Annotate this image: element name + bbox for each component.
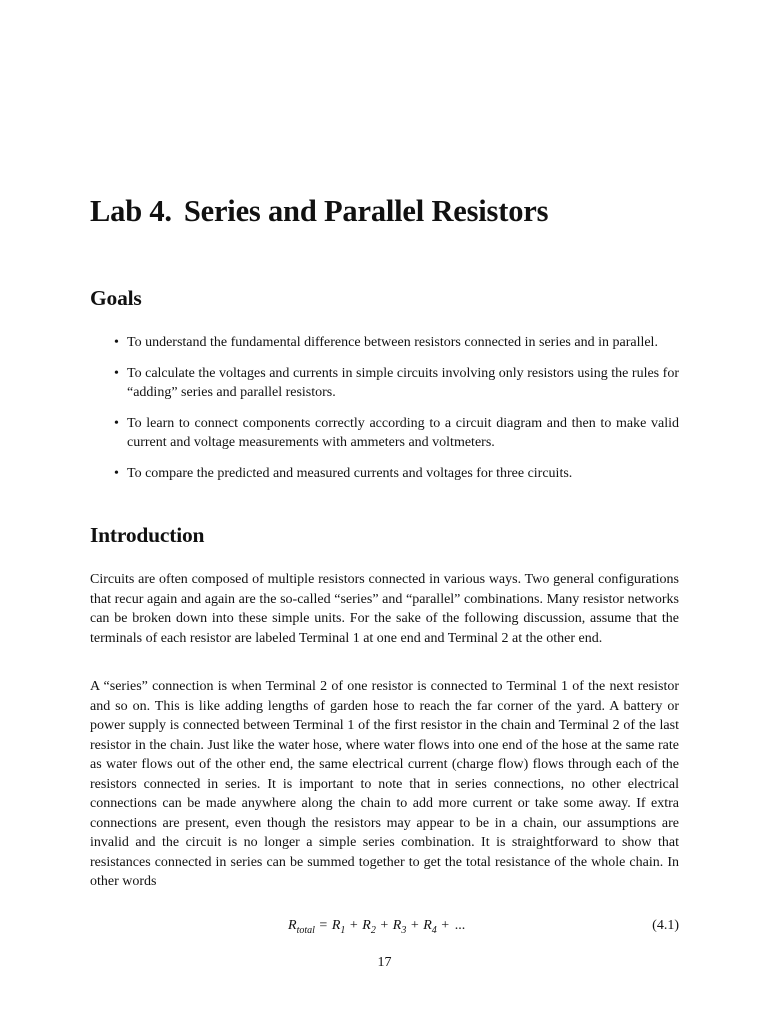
bullet-icon: • — [114, 465, 119, 481]
chapter-title — [90, 194, 548, 229]
equation-expression: $R_{total} = R_1 + R_2 + R_3 + R_4$ + ... — [288, 918, 466, 936]
bullet-icon: • — [114, 415, 119, 431]
goal-item — [90, 464, 679, 484]
goals-heading: Goals — [90, 286, 142, 310]
intro-paragraph-1: Circuits are often composed of multiple resistors connected in various ways. Two general configurations that recur again and again are the so-called “series” and “parallel” combinations. Many resistor networks can be broken down into these simple units. For the sake of the following discussion, assume that the terminals of each resistor are labeled Terminal 1 at one end and Terminal 2 at the other end. — [90, 572, 679, 646]
document-page — [90, 0, 679, 1024]
goal-item — [90, 364, 679, 403]
goal-text: To compare the predicted and measured currents and voltages for three circuits. — [127, 465, 573, 481]
page-number: 17 — [377, 955, 392, 970]
introduction-heading: Introduction — [90, 523, 205, 547]
bullet-icon: • — [114, 335, 119, 350]
chapter-name: Series and Parallel Resistors — [183, 194, 549, 228]
goal-item — [90, 414, 679, 453]
goal-text: To understand the fundamental difference between resistors connected in series and in parallel. — [127, 335, 658, 350]
chapter-number: Lab 4. — [90, 194, 172, 228]
goals-list — [90, 333, 679, 494]
intro-paragraph-2: A “series” connection is when Terminal 2 of one resistor is connected to Terminal 1 of the next resistor and so on. This is like adding lengths of garden hose to reach the far corner of the yard. A battery or power supply is connected between Terminal 1 of the first resistor in the chain and Terminal 2 of the last resistor in the chain. Just like the water hose, where water flows into one end of the hose at the same rate as water flows out of the other end, the same electrical current (charge flow) flows through each of the resistors connected in series. It is important to note that in series connections, no other electrical connections can be made anywhere along the chain to add more current or take some away. If extra connections are present, even though the resistors may appear to be in a chain, our assumptions are invalid and the circuit is no longer a simple series combination. It is straightforward to show that resistances connected in series can be summed together to get the total resistance of the whole chain. In other words — [90, 679, 679, 889]
bullet-icon: • — [114, 365, 119, 381]
goal-item — [90, 333, 679, 353]
goal-text: To learn to connect components correctly according to a circuit diagram and then to make valid current and voltage measurements with ammeters and voltmeters. — [127, 415, 679, 450]
goal-text: To calculate the voltages and currents in simple circuits involving only resistors using the rules for “adding” series and parallel resistors. — [127, 365, 679, 400]
equation-number: (4.1) — [652, 918, 679, 933]
